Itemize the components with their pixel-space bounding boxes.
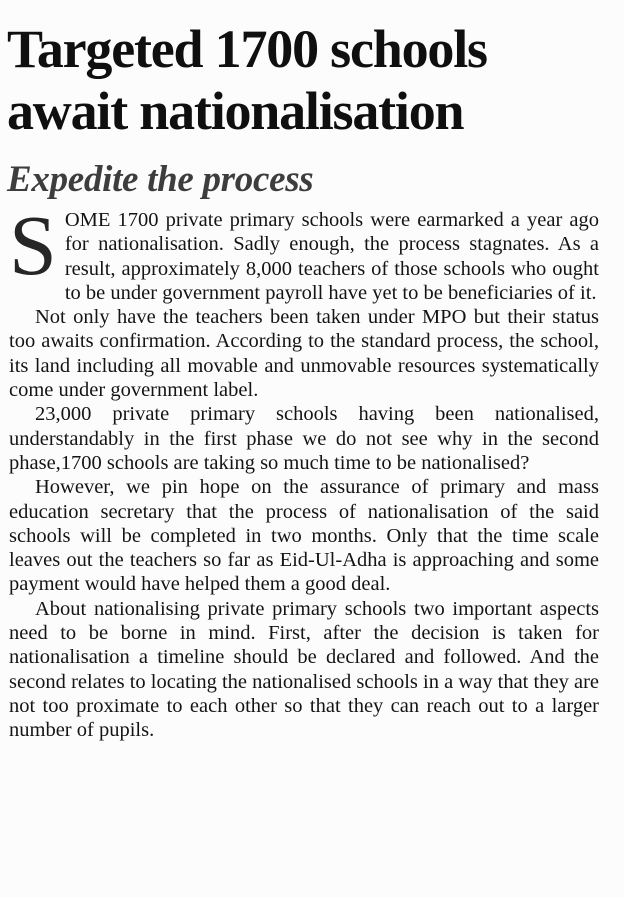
article-paragraph-4: However, we pin hope on the assurance of primary and mass education secretary that the process of nationalisation of the said schools will be completed in two months. Only that the time scale leaves out the teachers so far as Eid-Ul-Adha is approaching and some payment would have helped them a good deal.	[9, 476, 599, 596]
subheadline: Expedite the process	[7, 159, 314, 200]
article-paragraph-1	[9, 197, 599, 305]
article-paragraph-2: Not only have the teachers been taken under MPO but their status too awaits confirmation. According to the standard process, the school, its land including all movable and unmovable resources systematically come under government label.	[9, 306, 599, 402]
drop-cap: S	[9, 197, 57, 293]
article-body	[9, 197, 599, 743]
article-paragraph-3: 23,000 private primary schools having been nationalised, understandably in the first phase we do not see why in the second phase,1700 schools are taking so much time to be nationalised?	[9, 403, 599, 474]
paragraph-text: 1700 private primary schools were earmarked a year ago for nationalisation. Sadly enough, the process stagnates. As a result, approximately 8,000 teachers of those schools who ought to be under government payroll have yet to be beneficiaries of it.	[64, 209, 599, 304]
article-paragraph-5: About nationalising private primary schools two important aspects need to be borne in mind. First, after the decision is taken for nationalisation a timeline should be declared and followed. And the second relates to locating the nationalised schools in a way that they are not too proximate to each other so that they can reach out to a larger number of pupils.	[9, 597, 599, 742]
lead-in-text: OME	[64, 209, 111, 231]
headline: Targeted 1700 schools await nationalisation	[7, 19, 487, 141]
